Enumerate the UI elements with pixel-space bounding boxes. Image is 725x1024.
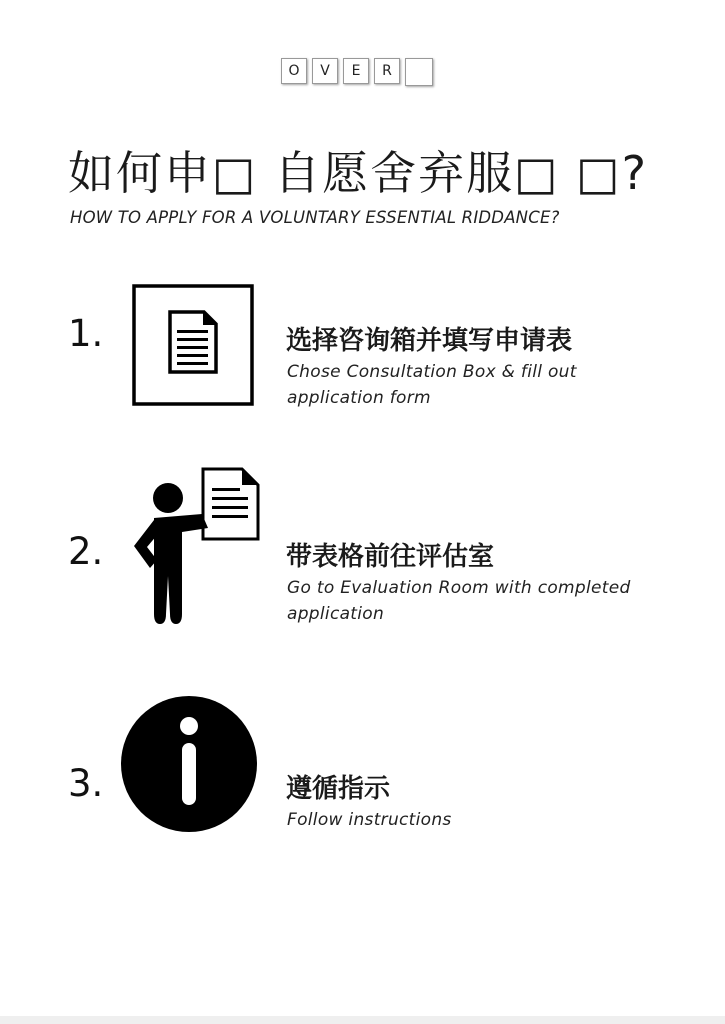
- over-tile-r: R: [374, 58, 400, 84]
- over-tile-e: E: [343, 58, 369, 84]
- step-2-description: Go to Evaluation Room with completed application: [287, 578, 631, 624]
- step-2-title-chinese: 带表格前往评估室: [286, 542, 495, 572]
- step-1-title-chinese: 选择咨询箱并填写申请表: [286, 326, 573, 356]
- over-tiles: [281, 58, 433, 86]
- step-1-description: Chose Consultation Box & fill out application form: [287, 362, 577, 408]
- page-title-chinese: 如何申□ 自愿舍弃服□ □?: [68, 146, 649, 200]
- page-bottom-edge: [0, 1016, 725, 1024]
- step-2-number: 2.: [68, 530, 104, 573]
- step-3-description: Follow instructions: [287, 810, 452, 830]
- step-1-number: 1.: [68, 312, 104, 355]
- page-title-english: HOW TO APPLY FOR A VOLUNTARY ESSENTIAL RIDDANCE?: [70, 208, 560, 227]
- step-3-title-chinese: 遵循指示: [286, 774, 391, 804]
- step-3-number: 3.: [68, 762, 104, 805]
- document-icon: [132, 284, 254, 410]
- over-tile-o: O: [281, 58, 307, 84]
- person-presenting-document-icon: [130, 466, 260, 630]
- over-tile-v: V: [312, 58, 338, 84]
- info-icon: [120, 695, 258, 837]
- over-tile-blank: [405, 58, 433, 86]
